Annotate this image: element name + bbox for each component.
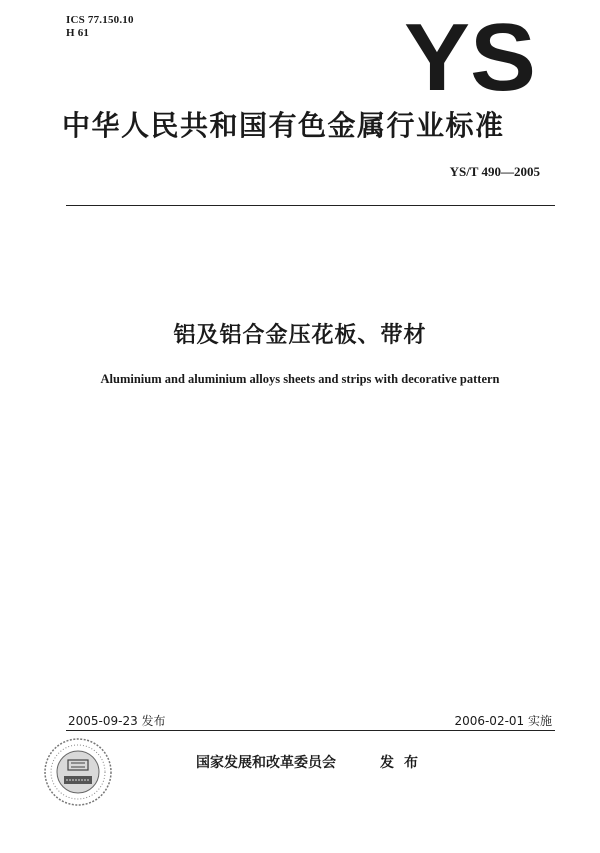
ys-logo-text: YS xyxy=(404,18,536,96)
standard-title-chinese: 铝及铝合金压花板、带材 xyxy=(173,323,427,348)
classification-codes xyxy=(66,14,134,40)
publisher-name: 国家发展和改革委员会 xyxy=(196,755,336,771)
organization-title: 中华人民共和国有色金属行业标准 xyxy=(62,109,505,142)
standard-number: YS/T 490—2005 xyxy=(449,164,540,179)
bottom-divider xyxy=(66,730,555,731)
top-divider xyxy=(66,205,555,206)
ccs-code: H 61 xyxy=(66,27,90,39)
standard-title-english: Aluminium and aluminium alloys sheets and strips with decorative pattern xyxy=(100,372,500,386)
publish-label: 发布 xyxy=(380,755,428,771)
ics-code: ICS 77.150.10 xyxy=(66,14,134,26)
issue-date: 2005-09-23 发布 xyxy=(68,714,166,728)
implementation-date: 2006-02-01 实施 xyxy=(454,714,552,728)
ys-logo xyxy=(402,18,538,96)
anti-counterfeit-seal-icon xyxy=(42,736,114,808)
